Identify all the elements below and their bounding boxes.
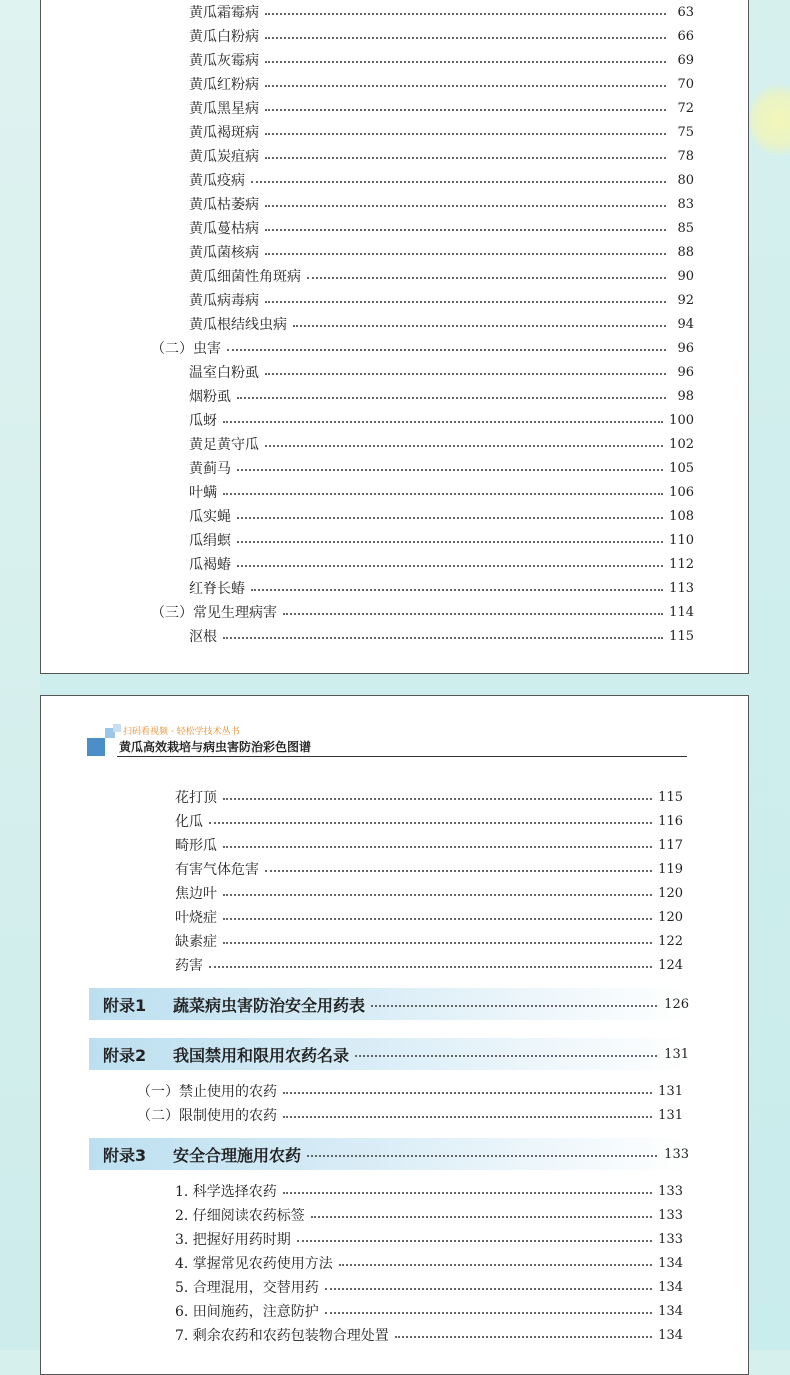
series-logo-icon [87,738,105,756]
leader-dots [223,637,663,639]
toc-entry-page: 120 [658,885,683,901]
header-rule [117,756,687,757]
toc-entry[interactable] [175,1301,683,1321]
toc-entry-label: 黄瓜灰霉病 [189,53,259,69]
toc-entry-page: 88 [677,244,694,260]
toc-entry-label: 黄瓜细菌性角斑病 [189,269,301,285]
leader-dots [227,349,666,351]
leader-dots [237,517,663,519]
book-title: 黄瓜高效栽培与病虫害防治彩色图谱 [119,740,312,754]
toc-entry-page: 133 [658,1207,683,1223]
toc-entry-label: 4. 掌握常见农药使用方法 [175,1256,333,1272]
background-left [0,0,40,1350]
toc-entry[interactable] [189,386,694,406]
leader-dots [237,397,666,399]
toc-entry[interactable] [189,626,694,646]
toc-entry-label: 瓜绢螟 [189,533,231,549]
toc-section-label: （二）限制使用的农药 [137,1108,277,1124]
leader-dots [265,37,666,39]
toc-entry-page: 112 [669,556,694,572]
toc-entry[interactable] [189,362,694,382]
leader-dots [237,541,663,543]
toc-entry-page: 133 [658,1183,683,1199]
toc-entry[interactable] [189,194,694,214]
toc-entry-label: 黄瓜疫病 [189,173,245,189]
toc-entry[interactable] [189,122,694,142]
toc-entry[interactable] [189,458,694,478]
leader-dots [265,870,652,872]
leader-dots [325,1312,652,1314]
leader-dots [339,1264,652,1266]
toc-entry[interactable] [189,242,694,262]
leader-dots [265,253,666,255]
toc-section[interactable] [151,602,694,622]
appendix-title: 蔬菜病虫害防治安全用药表 [173,995,366,1015]
toc-entry-page: 133 [658,1231,683,1247]
leader-dots [223,918,652,920]
leader-dots [265,205,666,207]
toc-entry-page: 96 [677,340,694,356]
toc-entry-page: 106 [669,484,694,500]
toc-entry-label: 红脊长蝽 [189,581,245,597]
leader-dots [251,589,663,591]
toc-entry[interactable] [175,1229,683,1249]
toc-entry-page: 66 [677,28,694,44]
toc-entry[interactable] [175,1253,683,1273]
toc-entry-label: 焦边叶 [175,886,217,902]
leader-dots [209,822,652,824]
appendix-number: 附录3 [103,1145,147,1165]
toc-entry-page: 115 [658,789,683,805]
leader-dots [265,133,666,135]
leader-dots [311,1216,652,1218]
toc-entry[interactable] [189,434,694,454]
toc-entry-label: 叶烧症 [175,910,217,926]
toc-entry-label: 黄瓜病毒病 [189,293,259,309]
toc-entry-label: 瓜蚜 [189,413,217,429]
toc-entry-page: 134 [658,1255,683,1271]
toc-entry-label: 化瓜 [175,814,203,830]
toc-entry-label: 5. 合理混用，交替用药 [175,1280,319,1296]
toc-entry-page: 63 [677,4,694,20]
appendix-page: 131 [664,1046,689,1062]
toc-entry[interactable] [189,554,694,574]
leader-dots [371,1005,657,1007]
leader-dots [307,277,666,279]
toc-entry[interactable] [189,266,694,286]
toc-entry[interactable] [175,955,683,975]
leader-dots [265,445,663,447]
toc-entry[interactable] [175,835,683,855]
toc-entry-page: 110 [669,532,694,548]
leader-dots [355,1055,657,1057]
toc-entry-page: 72 [677,100,694,116]
leader-dots [223,846,652,848]
toc-entry[interactable] [175,931,683,951]
toc-entry-page: 115 [669,628,694,644]
toc-entry-page: 134 [658,1303,683,1319]
running-header [87,722,687,762]
toc-entry-page: 113 [669,580,694,596]
toc-entry[interactable] [175,883,683,903]
toc-entry-label: 3. 把握好用药时期 [175,1232,291,1248]
leader-dots [223,798,652,800]
toc-entry-page: 122 [658,933,683,949]
toc-entry-label: 有害气体危害 [175,862,259,878]
toc-entry-label: 药害 [175,958,203,974]
toc-section-label: （一）禁止使用的农药 [137,1084,277,1100]
toc-entry-page: 119 [658,861,683,877]
leader-dots [265,301,666,303]
toc-entry[interactable] [175,1205,683,1225]
toc-entry[interactable] [189,74,694,94]
toc-entry-page: 92 [677,292,694,308]
toc-entry-label: 温室白粉虱 [189,365,259,381]
toc-entry-page: 69 [677,52,694,68]
toc-entry-page: 70 [677,76,694,92]
toc-entry-label: 黄瓜根结线虫病 [189,317,287,333]
toc-entry[interactable] [189,170,694,190]
toc-entry[interactable] [175,907,683,927]
toc-entry-page: 134 [658,1279,683,1295]
toc-entry-page: 108 [669,508,694,524]
toc-entry-label: 黄瓜炭疽病 [189,149,259,165]
leader-dots [265,85,666,87]
toc-entry-label: 黄瓜霜霉病 [189,5,259,21]
toc-entry[interactable] [189,218,694,238]
leader-dots [223,493,663,495]
toc-entry[interactable] [189,50,694,70]
leader-dots [251,181,666,183]
toc-entry[interactable] [189,314,694,334]
toc-entry-page: 90 [677,268,694,284]
toc-entry-page: 98 [677,388,694,404]
leader-dots [237,565,663,567]
toc-entry-label: 2. 仔细阅读农药标签 [175,1208,305,1224]
toc-entry[interactable] [189,146,694,166]
toc-page-2 [40,695,749,1375]
appendix-title: 安全合理施用农药 [173,1145,302,1165]
toc-entry[interactable] [189,290,694,310]
leader-dots [265,157,666,159]
toc-section-label: （二）虫害 [151,341,221,357]
appendix-page: 126 [664,996,689,1012]
toc-entry-label: 7. 剩余农药和农药包装物合理处置 [175,1328,389,1344]
toc-entry-label: 黄瓜蔓枯病 [189,221,259,237]
leader-dots [283,1192,652,1194]
toc-entry[interactable] [175,787,683,807]
toc-entry-page: 102 [669,436,694,452]
toc-entry-page: 80 [677,172,694,188]
toc-entry-label: 黄瓜褐斑病 [189,125,259,141]
leader-dots [297,1240,652,1242]
leader-dots [223,894,652,896]
toc-entry-label: 黄瓜红粉病 [189,77,259,93]
toc-entry-label: 烟粉虱 [189,389,231,405]
toc-entry[interactable] [175,1277,683,1297]
toc-entry-label: 花打顶 [175,790,217,806]
toc-entry[interactable] [175,811,683,831]
leader-dots [265,13,666,15]
toc-entry-label: 黄蓟马 [189,461,231,477]
toc-entry-label: 黄瓜菌核病 [189,245,259,261]
leader-dots [265,109,666,111]
toc-entry-page: 75 [677,124,694,140]
toc-entry-page: 117 [658,837,683,853]
toc-entry-page: 78 [677,148,694,164]
leader-dots [237,469,663,471]
toc-entry-page: 83 [677,196,694,212]
appendix-title: 我国禁用和限用农药名录 [173,1045,350,1065]
toc-entry[interactable] [175,1325,683,1345]
toc-entry[interactable] [175,1181,683,1201]
toc-entry[interactable] [189,2,694,22]
toc-entry-label: 黄瓜白粉病 [189,29,259,45]
leader-dots [283,613,663,615]
toc-entry-page: 131 [658,1083,683,1099]
toc-entry[interactable] [189,506,694,526]
series-logo-icon [113,724,121,732]
toc-entry-label: 沤根 [189,629,217,645]
toc-entry-page: 100 [669,412,694,428]
toc-entry-page: 134 [658,1327,683,1343]
toc-section[interactable] [137,1081,683,1101]
leader-dots [265,373,666,375]
appendix-page: 133 [664,1146,689,1162]
toc-entry-label: 叶螨 [189,485,217,501]
appendix-2-heading[interactable] [89,1038,689,1070]
leader-dots [209,966,652,968]
toc-entry-page: 94 [677,316,694,332]
appendix-1-heading[interactable] [89,988,689,1020]
leader-dots [283,1116,652,1118]
toc-entry-label: 畸形瓜 [175,838,217,854]
leader-dots [265,229,666,231]
series-name: 扫码看视频 · 轻松学技术丛书 [123,727,240,737]
toc-entry-label: 瓜实蝇 [189,509,231,525]
leader-dots [223,421,663,423]
toc-entry-label: 瓜褐蝽 [189,557,231,573]
toc-entry-label: 黄足黄守瓜 [189,437,259,453]
toc-entry-page: 116 [658,813,683,829]
toc-entry-page: 131 [658,1107,683,1123]
leader-dots [265,61,666,63]
leader-dots [325,1288,652,1290]
toc-entry-page: 114 [669,604,694,620]
leader-dots [293,325,666,327]
appendix-number: 附录2 [103,1045,147,1065]
toc-entry[interactable] [175,859,683,879]
toc-entry-page: 96 [677,364,694,380]
toc-entry[interactable] [189,98,694,118]
background-decoration [750,80,790,160]
leader-dots [283,1092,652,1094]
toc-entry-page: 85 [677,220,694,236]
toc-entry[interactable] [189,410,694,430]
toc-entry[interactable] [189,26,694,46]
toc-entry-label: 6. 田间施药，注意防护 [175,1304,319,1320]
toc-entry-page: 124 [658,957,683,973]
leader-dots [307,1155,657,1157]
appendix-number: 附录1 [103,995,147,1015]
toc-entry-label: 黄瓜黑星病 [189,101,259,117]
toc-entry[interactable] [189,482,694,502]
toc-entry-label: 缺素症 [175,934,217,950]
toc-entry-label: 黄瓜枯萎病 [189,197,259,213]
toc-page-1 [40,0,749,674]
leader-dots [395,1336,652,1338]
toc-entry-page: 105 [669,460,694,476]
toc-section[interactable] [151,338,694,358]
toc-section[interactable] [137,1105,683,1125]
toc-entry-page: 120 [658,909,683,925]
toc-entry-label: 1. 科学选择农药 [175,1184,277,1200]
toc-entry[interactable] [189,530,694,550]
leader-dots [223,942,652,944]
toc-entry[interactable] [189,578,694,598]
appendix-3-heading[interactable] [89,1138,689,1170]
toc-section-label: （三）常见生理病害 [151,605,277,621]
